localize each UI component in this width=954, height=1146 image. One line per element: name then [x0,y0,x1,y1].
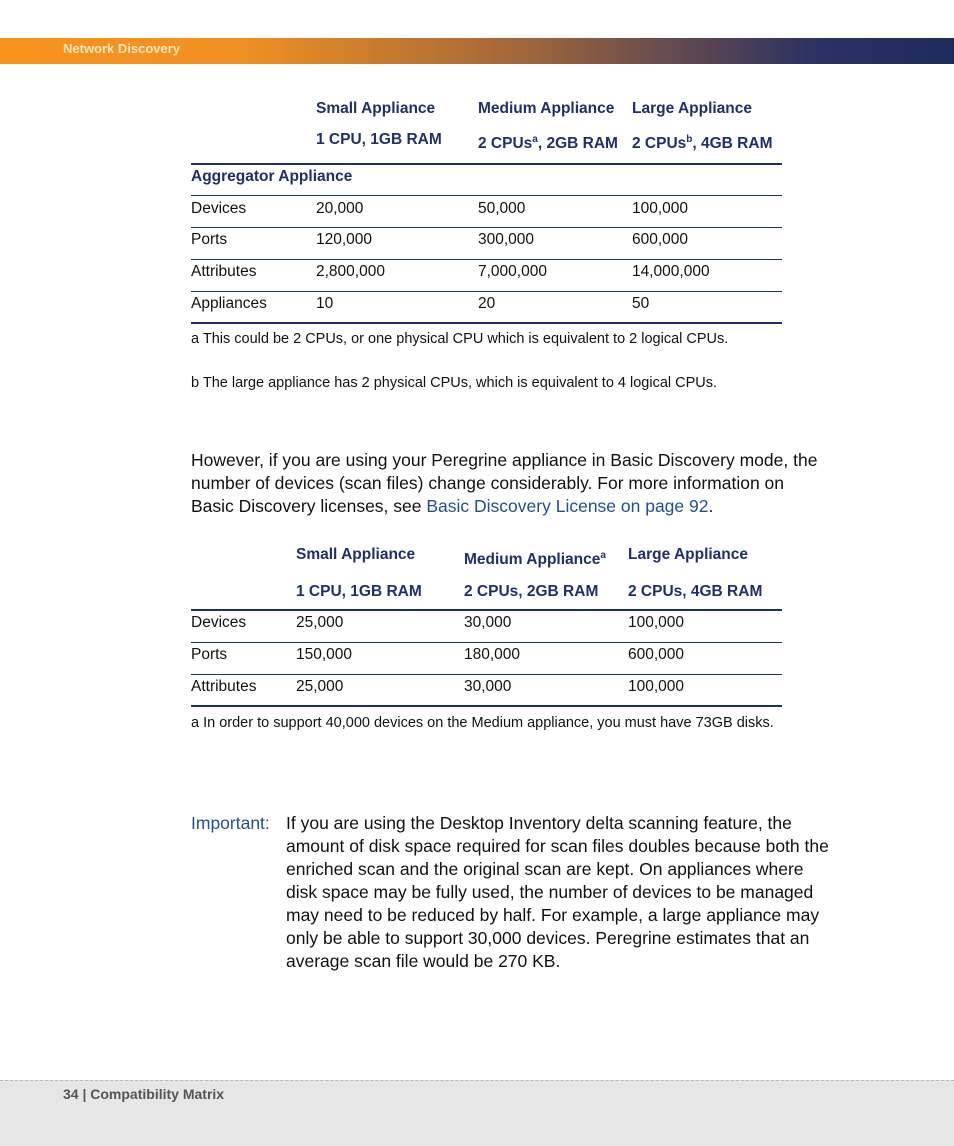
t1-footnote-b: b The large appliance has 2 physical CPUs, which is equivalent to 4 logical CPUs. [191,375,718,391]
t2-spec-medium: 2 CPUs, 2GB RAM [464,583,599,600]
t1-rule [191,291,782,292]
page-header-bar [0,38,954,64]
basic-discovery-link[interactable]: Basic Discovery License on page 92 [426,496,709,516]
t2-header-large: Large Appliance [628,546,749,563]
t1-section-label: Aggregator Appliance [191,168,353,185]
t1-header-rule [191,163,782,165]
t1-header-medium: Medium Appliance [478,100,615,117]
t1-header-large: Large Appliance [632,100,753,117]
t1-rule [191,227,782,228]
t2-spec-small: 1 CPU, 1GB RAM [296,583,422,600]
t2-header-medium: Medium Appliance$^a$ [464,549,606,568]
t2-rule [191,674,782,675]
footer-page-label: 34 | Compatibility Matrix [63,1086,225,1102]
t2-bottom-rule [191,705,782,707]
t1-rule [191,259,782,260]
important-text: If you are using the Desktop Inventory delta scanning feature, the amount of disk space required for scan files doubles because both the enriched scan and the original scan are kept. On appliances where disk space may be fully used, the number of devices to be managed may need to be reduced by half. For example, a large appliance may only be able to support 30,000 devices. Peregrine estimates that an average scan file would be 270 KB. [286,813,829,971]
page-footer [0,1080,954,1146]
t1-bottom-rule [191,322,782,324]
t2-header-rule [191,609,782,611]
t2-spec-large: 2 CPUs, 4GB RAM [628,583,763,600]
t2-footnote-a: a In order to support 40,000 devices on the Medium appliance, you must have 73GB disks. [191,715,774,731]
t1-header-small: Small Appliance [316,100,436,117]
t1-spec-small: 1 CPU, 1GB RAM [316,131,442,148]
t1-rule [191,195,782,196]
important-label: Important: [191,813,270,833]
t2-rule [191,642,782,643]
header-title: Network Discovery [63,41,181,56]
t1-footnote-a: a This could be 2 CPUs, or one physical CPU which is equivalent to 2 logical CPUs. [191,331,729,347]
body-paragraph: However, if you are using your Peregrine appliance in Basic Discovery mode, the number of devices (scan files) change considerably. For more information on Basic Discovery licenses, see Basic Discovery License on page 92. [191,450,818,516]
t1-spec-medium: 2 CPUs$^a$, 2GB RAM [478,133,618,152]
t1-spec-large: 2 CPUs$^b$, 4GB RAM [632,133,773,152]
t2-header-small: Small Appliance [296,546,416,563]
